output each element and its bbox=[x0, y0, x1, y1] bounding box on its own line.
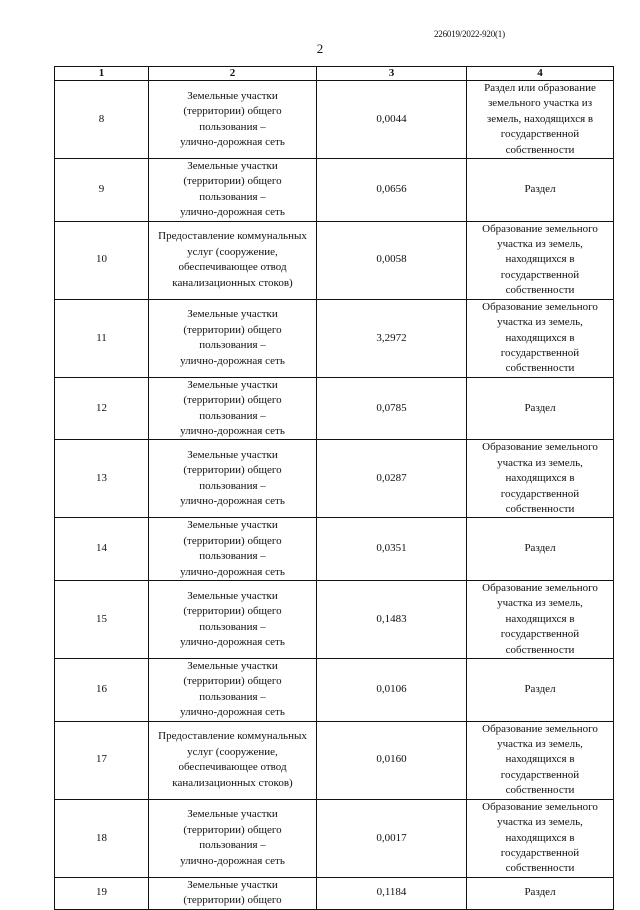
land-plots-table bbox=[54, 66, 614, 910]
land-use-cell: Земельные участки (территории) общего пользования – улично-дорожная сеть bbox=[149, 377, 317, 440]
document-id: 226019/2022-920(1) bbox=[434, 29, 505, 39]
row-number-cell: 11 bbox=[55, 299, 149, 377]
column-header-4: 4 bbox=[467, 67, 614, 81]
table-row bbox=[55, 721, 614, 799]
row-number-cell: 10 bbox=[55, 221, 149, 299]
row-number-cell: 12 bbox=[55, 377, 149, 440]
table-row bbox=[55, 159, 614, 222]
table-row bbox=[55, 299, 614, 377]
table-row bbox=[55, 440, 614, 518]
area-cell: 3,2972 bbox=[317, 299, 467, 377]
land-use-cell: Земельные участки (территории) общего пользования – улично-дорожная сеть bbox=[149, 659, 317, 722]
area-cell: 0,0656 bbox=[317, 159, 467, 222]
area-cell: 0,0106 bbox=[317, 659, 467, 722]
operation-type-cell: Раздел bbox=[467, 518, 614, 581]
table-header-row bbox=[55, 67, 614, 81]
land-use-cell: Предоставление коммунальных услуг (сооружение, обеспечивающее отвод канализационных стоков) bbox=[149, 721, 317, 799]
table-row bbox=[55, 659, 614, 722]
area-cell: 0,0785 bbox=[317, 377, 467, 440]
land-use-cell: Предоставление коммунальных услуг (сооружение, обеспечивающее отвод канализационных стоков) bbox=[149, 221, 317, 299]
column-header-1: 1 bbox=[55, 67, 149, 81]
area-cell: 0,0044 bbox=[317, 81, 467, 159]
area-cell: 0,1184 bbox=[317, 877, 467, 909]
area-cell: 0,0017 bbox=[317, 799, 467, 877]
land-use-cell: Земельные участки (территории) общего пользования – улично-дорожная сеть bbox=[149, 440, 317, 518]
row-number-cell: 19 bbox=[55, 877, 149, 909]
row-number-cell: 14 bbox=[55, 518, 149, 581]
table-body bbox=[55, 81, 614, 910]
land-use-cell: Земельные участки (территории) общего пользования – улично-дорожная сеть bbox=[149, 799, 317, 877]
column-header-3: 3 bbox=[317, 67, 467, 81]
land-use-cell: Земельные участки (территории) общего пользования – улично-дорожная сеть bbox=[149, 81, 317, 159]
area-cell: 0,1483 bbox=[317, 581, 467, 659]
row-number-cell: 13 bbox=[55, 440, 149, 518]
land-use-cell: Земельные участки (территории) общего пользования – улично-дорожная сеть bbox=[149, 518, 317, 581]
area-cell: 0,0160 bbox=[317, 721, 467, 799]
operation-type-cell: Образование земельного участка из земель, находящихся в государственной собственности bbox=[467, 221, 614, 299]
row-number-cell: 15 bbox=[55, 581, 149, 659]
table-row bbox=[55, 518, 614, 581]
table-row bbox=[55, 221, 614, 299]
column-header-2: 2 bbox=[149, 67, 317, 81]
row-number-cell: 8 bbox=[55, 81, 149, 159]
area-cell: 0,0351 bbox=[317, 518, 467, 581]
page-number: 2 bbox=[316, 41, 324, 56]
land-use-cell: Земельные участки (территории) общего пользования – улично-дорожная сеть bbox=[149, 159, 317, 222]
row-number-cell: 18 bbox=[55, 799, 149, 877]
operation-type-cell: Образование земельного участка из земель, находящихся в государственной собственности bbox=[467, 581, 614, 659]
row-number-cell: 17 bbox=[55, 721, 149, 799]
operation-type-cell: Раздел bbox=[467, 377, 614, 440]
table-row bbox=[55, 799, 614, 877]
row-number-cell: 9 bbox=[55, 159, 149, 222]
operation-type-cell: Раздел bbox=[467, 659, 614, 722]
area-cell: 0,0287 bbox=[317, 440, 467, 518]
table-row bbox=[55, 581, 614, 659]
land-use-cell: Земельные участки (территории) общего пользования – улично-дорожная сеть bbox=[149, 299, 317, 377]
operation-type-cell: Образование земельного участка из земель, находящихся в государственной собственности bbox=[467, 299, 614, 377]
row-number-cell: 16 bbox=[55, 659, 149, 722]
operation-type-cell: Образование земельного участка из земель, находящихся в государственной собственности bbox=[467, 721, 614, 799]
table-row bbox=[55, 81, 614, 159]
land-use-cell: Земельные участки (территории) общего bbox=[149, 877, 317, 909]
operation-type-cell: Образование земельного участка из земель, находящихся в государственной собственности bbox=[467, 799, 614, 877]
land-use-cell: Земельные участки (территории) общего пользования – улично-дорожная сеть bbox=[149, 581, 317, 659]
operation-type-cell: Образование земельного участка из земель, находящихся в государственной собственности bbox=[467, 440, 614, 518]
area-cell: 0,0058 bbox=[317, 221, 467, 299]
operation-type-cell: Раздел или образование земельного участка из земель, находящихся в государственной собственности bbox=[467, 81, 614, 159]
table-row bbox=[55, 377, 614, 440]
operation-type-cell: Раздел bbox=[467, 159, 614, 222]
operation-type-cell: Раздел bbox=[467, 877, 614, 909]
table-row bbox=[55, 877, 614, 909]
